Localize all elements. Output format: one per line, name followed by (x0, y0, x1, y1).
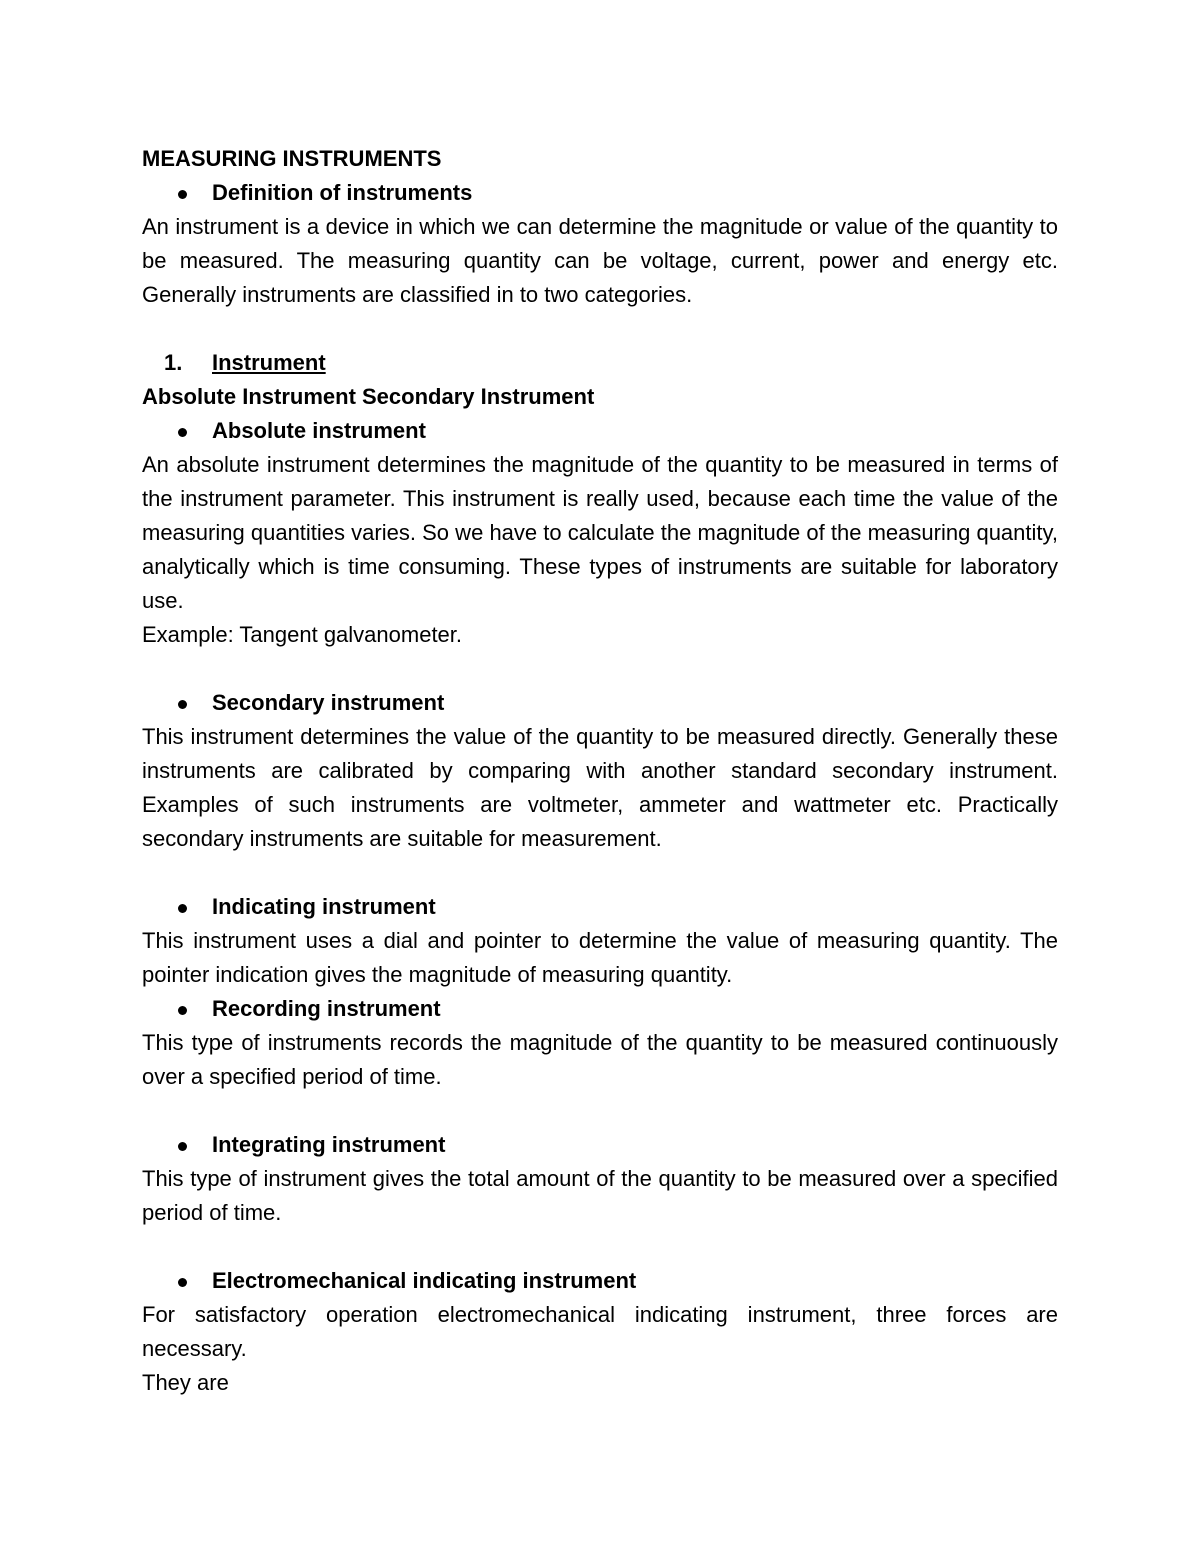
bullet-icon (178, 700, 187, 709)
numbered-item-instrument (142, 346, 1058, 380)
spacer (142, 652, 1058, 686)
paragraph-recording: This type of instruments records the magnitude of the quantity to be measured continuously over a specified period of time. (142, 1030, 1058, 1089)
list-number: 1. (164, 350, 183, 375)
heading-electromechanical: Electromechanical indicating instrument (212, 1268, 637, 1293)
trailing-text: They are (142, 1370, 229, 1395)
bullet-icon (178, 428, 187, 437)
spacer (142, 856, 1058, 890)
heading-absolute: Absolute instrument (212, 418, 426, 443)
bullet-integrating (142, 1128, 1058, 1162)
heading-definition: Definition of instruments (212, 180, 473, 205)
bullet-icon (178, 1278, 187, 1287)
bullet-icon (178, 190, 187, 199)
heading-instrument: Instrument (212, 350, 326, 375)
heading-indicating: Indicating instrument (212, 894, 436, 919)
paragraph-definition: An instrument is a device in which we can determine the magnitude or value of the quantity to be measured. The measuring quantity can be voltage, current, power and energy etc. Generally instruments are classified in to two categories. (142, 214, 1058, 307)
spacer (142, 1230, 1058, 1264)
bullet-icon (178, 1142, 187, 1151)
heading-secondary: Secondary instrument (212, 690, 445, 715)
subheading-instrument-types: Absolute Instrument Secondary Instrument (142, 384, 595, 409)
bullet-recording (142, 992, 1058, 1026)
spacer (142, 1094, 1058, 1128)
document-body (142, 142, 1058, 1400)
heading-integrating: Integrating instrument (212, 1132, 446, 1157)
spacer (142, 312, 1058, 346)
paragraph-secondary: This instrument determines the value of the quantity to be measured directly. Generally these instruments are calibrated by comparing with another standard secondary instrument. Examples of such instruments are voltmeter, ammeter and wattmeter etc. Practically secondary instruments are suitable for measurement. (142, 724, 1058, 851)
bullet-icon (178, 1006, 187, 1015)
paragraph-absolute: An absolute instrument determines the magnitude of the quantity to be measured in terms of the instrument parameter. This instrument is really used, because each time the value of the measuring quantities varies. So we have to calculate the magnitude of the measuring quantity, analytically which is time consuming. These types of instruments are suitable for laboratory use. (142, 452, 1058, 613)
paragraph-indicating: This instrument uses a dial and pointer to determine the value of measuring quantity. The pointer indication gives the magnitude of measuring quantity. (142, 928, 1058, 987)
paragraph-integrating: This type of instrument gives the total amount of the quantity to be measured over a specified period of time. (142, 1166, 1058, 1225)
heading-recording: Recording instrument (212, 996, 441, 1021)
paragraph-electromechanical: For satisfactory operation electromechanical indicating instrument, three forces are necessary. (142, 1302, 1058, 1361)
bullet-secondary (142, 686, 1058, 720)
bullet-electromechanical (142, 1264, 1058, 1298)
bullet-definition (142, 176, 1058, 210)
document-title: MEASURING INSTRUMENTS (142, 146, 442, 171)
bullet-icon (178, 904, 187, 913)
bullet-indicating (142, 890, 1058, 924)
bullet-absolute (142, 414, 1058, 448)
example-absolute: Example: Tangent galvanometer. (142, 622, 463, 647)
